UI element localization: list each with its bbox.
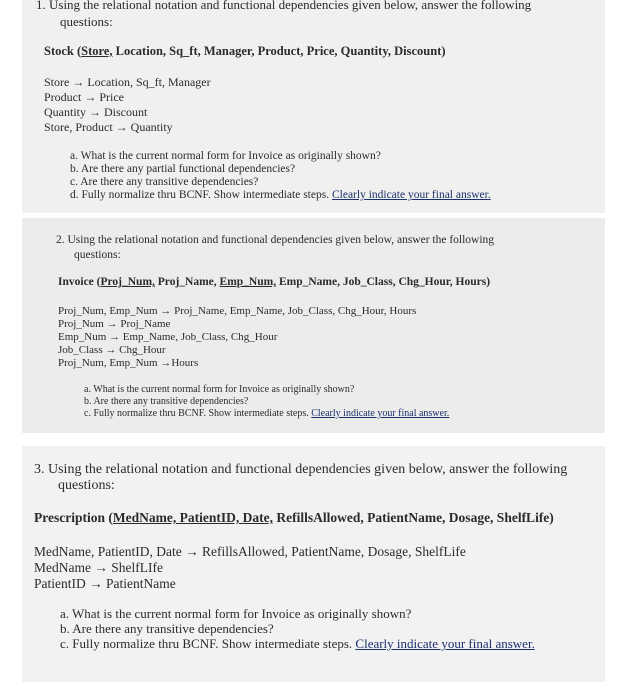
q1-prompt-line2: questions: bbox=[60, 14, 113, 29]
q3-fd-item: MedName, PatientID, Date → RefillsAllowed, PatientName, Dosage, ShelfLife bbox=[34, 544, 466, 559]
q3-fd-list bbox=[34, 544, 466, 592]
q1-fd-item: Store, Product → Quantity bbox=[44, 120, 173, 134]
q2-prompt-line1: 2. Using the relational notation and functional dependencies given below, answer the following bbox=[56, 234, 495, 246]
q3-sub-a: a. What is the current normal form for Invoice as originally shown? bbox=[60, 606, 412, 621]
q1-sub-b: b. Are there any partial functional dependencies? bbox=[70, 163, 296, 175]
q2-schema-key2: Emp_Num, bbox=[219, 276, 277, 288]
q3-fd-item: MedName → ShelfLIfe bbox=[34, 560, 163, 575]
q2-sub-c-highlight: Clearly indicate your final answer. bbox=[311, 408, 450, 419]
q2-fd-item: Job_Class → Chg_Hour bbox=[58, 344, 166, 356]
q2-fd-item: Proj_Num, Emp_Num →Hours bbox=[58, 357, 199, 369]
q2-schema-open: ( bbox=[93, 276, 101, 288]
q3-subquestions bbox=[60, 606, 535, 651]
q2-schema-mid: Proj_Name, bbox=[154, 276, 220, 288]
q3-sub-c-text: c. Fully normalize thru BCNF. Show intermediate steps. bbox=[60, 636, 356, 651]
q2-prompt-line2: questions: bbox=[74, 249, 121, 261]
q3-schema-rest: RefillsAllowed, PatientName, Dosage, ShelfLife) bbox=[272, 510, 554, 525]
question-2-panel bbox=[22, 218, 605, 433]
q1-sub-d-text: d. Fully normalize thru BCNF. Show intermediate steps. bbox=[70, 189, 332, 201]
q2-schema-rest: Emp_Name, Job_Class, Chg_Hour, Hours) bbox=[276, 276, 491, 288]
q1-subquestions bbox=[70, 150, 491, 202]
q2-schema-name: Invoice bbox=[58, 276, 94, 288]
q2-schema-key1: Proj_Num, bbox=[100, 276, 155, 288]
q2-sub-c bbox=[84, 408, 449, 420]
q3-schema-open: ( bbox=[105, 510, 113, 525]
q1-schema bbox=[44, 44, 446, 59]
q3-schema-name: Prescription bbox=[34, 510, 105, 525]
q1-sub-d bbox=[70, 189, 491, 202]
q2-fd-item: Proj_Num, Emp_Num → Proj_Name, Emp_Name, Job_Class, Chg_Hour, Hours bbox=[58, 305, 417, 317]
q3-sub-c bbox=[60, 636, 535, 651]
q2-sub-a: a. What is the current normal form for Invoice as originally shown? bbox=[84, 384, 355, 395]
q3-schema bbox=[34, 510, 554, 526]
q2-fd-list bbox=[58, 305, 416, 370]
q2-sub-b: b. Are there any transitive dependencies? bbox=[84, 396, 249, 407]
question-3-panel bbox=[22, 446, 605, 682]
q1-schema-name: Stock bbox=[44, 44, 74, 58]
q1-schema-rest: Location, Sq_ft, Manager, Product, Price, Quantity, Discount) bbox=[112, 44, 446, 58]
q1-sub-a: a. What is the current normal form for Invoice as originally shown? bbox=[70, 150, 381, 162]
q2-sub-c-text: c. Fully normalize thru BCNF. Show intermediate steps. bbox=[84, 408, 312, 419]
question-1-panel bbox=[22, 0, 605, 213]
q3-fd-item: PatientID → PatientName bbox=[34, 576, 176, 591]
q2-fd-item: Proj_Num → Proj_Name bbox=[58, 318, 171, 330]
q3-prompt-line2: questions: bbox=[58, 478, 115, 493]
q1-fd-list bbox=[44, 75, 211, 135]
q2-subquestions bbox=[84, 384, 449, 420]
q3-sub-b: b. Are there any transitive dependencies? bbox=[60, 621, 274, 636]
q1-sub-c: c. Are there any transitive dependencies? bbox=[70, 176, 259, 188]
q3-prompt-line1: 3. Using the relational notation and functional dependencies given below, answer the following bbox=[34, 462, 568, 477]
q2-schema bbox=[58, 276, 490, 288]
q1-fd-item: Quantity → Discount bbox=[44, 105, 148, 119]
q1-sub-d-highlight: Clearly indicate your final answer. bbox=[331, 189, 491, 201]
q2-fd-item: Emp_Num → Emp_Name, Job_Class, Chg_Hour bbox=[58, 331, 278, 343]
q1-fd-item: Store → Location, Sq_ft, Manager bbox=[44, 75, 211, 89]
q3-sub-c-highlight: Clearly indicate your final answer. bbox=[355, 636, 535, 651]
q1-schema-open: ( bbox=[77, 44, 82, 58]
q1-schema-key: Store, bbox=[81, 44, 113, 58]
q3-schema-key: MedName, PatientID, Date, bbox=[112, 510, 273, 525]
q1-fd-item: Product → Price bbox=[44, 90, 124, 104]
q1-prompt-line1: 1. Using the relational notation and functional dependencies given below, answer the following bbox=[36, 0, 532, 12]
